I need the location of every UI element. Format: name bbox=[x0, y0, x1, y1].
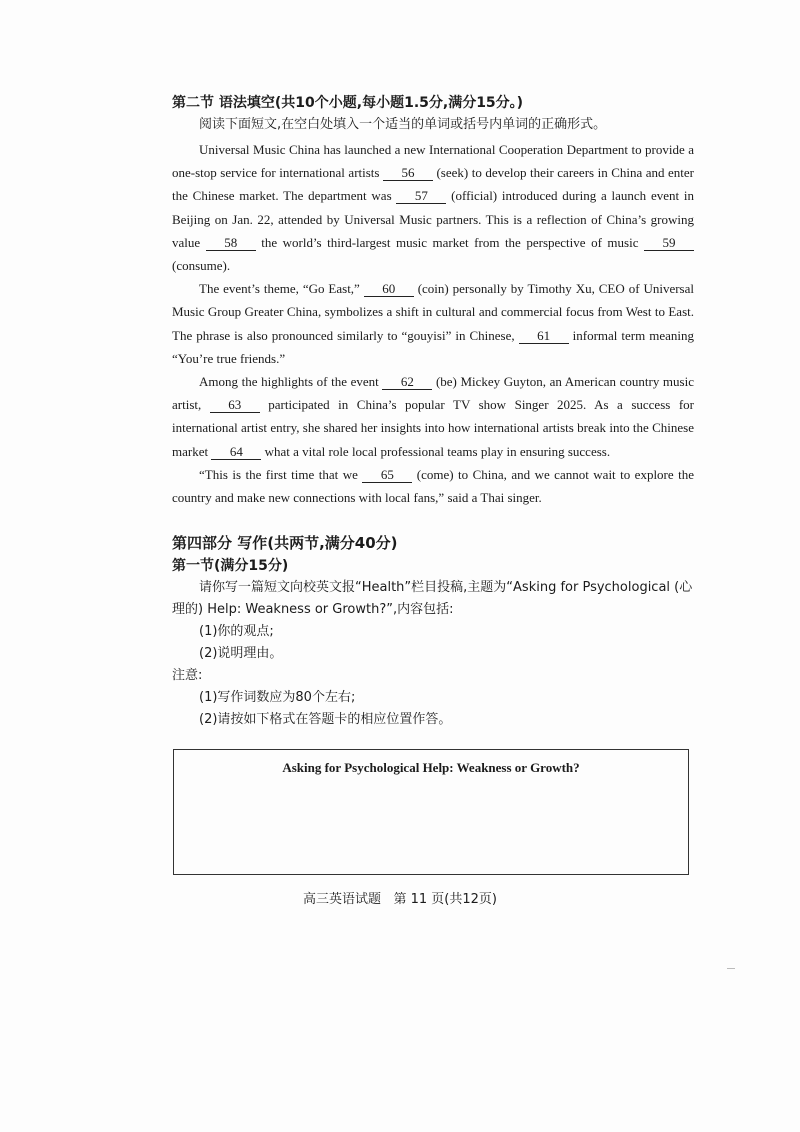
blank-57[interactable]: 57 bbox=[396, 188, 446, 204]
passage-text: participated in China’s popular TV show Singer 2025. As a success for international artist entry, she shared her insights into how international artists break into the Chinese market bbox=[172, 397, 694, 459]
part4-section1-heading: 第一节(满分15分) bbox=[172, 558, 289, 575]
note-item-2: (2)请按如下格式在答题卡的相应位置作答。 bbox=[199, 712, 452, 728]
passage-text: “This is the first time that we bbox=[199, 466, 363, 482]
task-item-2: (2)说明理由。 bbox=[199, 646, 283, 662]
passage-text: what a vital role local professional teams play in ensuring success. bbox=[261, 443, 611, 459]
answer-format-box bbox=[173, 749, 689, 875]
passage-text: (official) introduced during a launch event in Beijing on Jan. 22, attended by Universal Music partners. This is a reflection of China’s growing value bbox=[172, 188, 694, 250]
blank-60[interactable]: 60 bbox=[364, 281, 414, 297]
passage-text: (come) to China, and we cannot wait to explore the country and make new connections with local fans,” said a Thai singer. bbox=[172, 466, 694, 506]
blank-65[interactable]: 65 bbox=[362, 467, 412, 483]
passage-text: (consume). bbox=[172, 258, 231, 274]
page-content bbox=[172, 92, 694, 731]
task-item-1: (1)你的观点; bbox=[199, 624, 274, 640]
blank-63[interactable]: 63 bbox=[210, 397, 260, 413]
passage-paragraph-1 bbox=[172, 138, 694, 277]
scan-speck bbox=[727, 968, 735, 969]
page-footer: 高三英语试题 第 11 页(共12页) bbox=[303, 892, 497, 907]
part4-heading: 第四部分 写作(共两节,满分40分) bbox=[172, 534, 398, 553]
blank-64[interactable]: 64 bbox=[211, 444, 261, 460]
passage-text: (coin) personally by Timothy Xu, CEO of Universal Music Group Greater China, symbolizes a shift in cultural and commercial focus from West to East. The phrase is also pronounced similarly to “gouyisi” in Chinese, bbox=[172, 281, 694, 343]
passage-text: informal term meaning “You’re true friends.” bbox=[172, 327, 695, 366]
passage-text: Among the highlights of the event bbox=[199, 374, 383, 390]
blank-58[interactable]: 58 bbox=[206, 235, 256, 251]
passage-paragraph-4 bbox=[172, 463, 694, 509]
passage-text: the world’s third-largest music market from the perspective of music bbox=[255, 234, 644, 250]
passage-paragraph-3 bbox=[172, 370, 694, 463]
passage-text: Universal Music China has launched a new International Cooperation Department to provide a one-stop service for international artists bbox=[172, 142, 694, 181]
passage-text: The event’s theme, “Go East,” bbox=[199, 281, 364, 297]
passage-text: (seek) to develop their careers in China and enter the Chinese market. The department was bbox=[172, 165, 694, 204]
blank-61[interactable]: 61 bbox=[519, 328, 569, 344]
blank-59[interactable]: 59 bbox=[644, 235, 694, 251]
writing-task-line-1: 请你写一篇短文向校英文报“Health”栏目投稿,主题为“Asking for Psychological (心 bbox=[199, 580, 693, 596]
section2-instruction: 阅读下面短文,在空白处填入一个适当的单词或括号内单词的正确形式。 bbox=[199, 117, 607, 132]
note-label: 注意: bbox=[172, 668, 203, 684]
blank-62[interactable]: 62 bbox=[382, 374, 432, 390]
passage-text: (be) Mickey Guyton, an American country music artist, bbox=[172, 374, 694, 413]
blank-56[interactable]: 56 bbox=[383, 165, 433, 181]
passage-paragraph-2 bbox=[172, 277, 694, 370]
answer-box-title: Asking for Psychological Help: Weakness or Growth? bbox=[282, 760, 580, 775]
writing-task-line-2: 理的) Help: Weakness or Growth?”,内容包括: bbox=[172, 602, 454, 618]
note-item-1: (1)写作词数应为80个左右; bbox=[199, 690, 356, 706]
section2-heading: 第二节 语法填空(共10个小题,每小题1.5分,满分15分。) bbox=[172, 95, 524, 111]
